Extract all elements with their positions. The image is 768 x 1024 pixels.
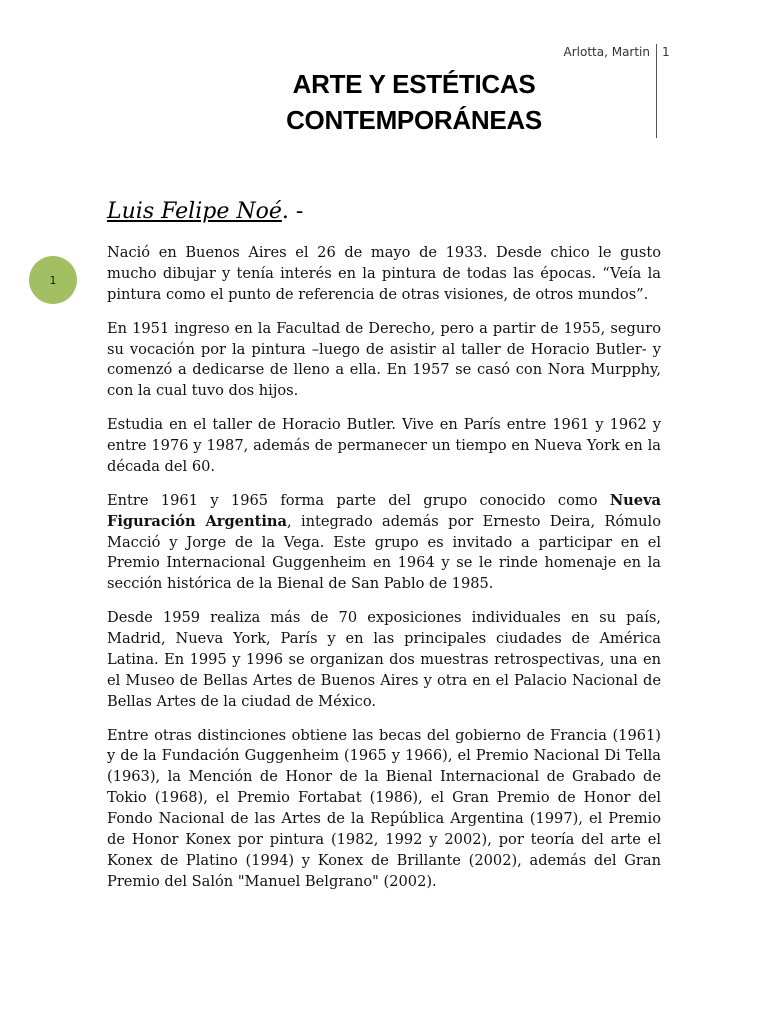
comment-marker[interactable] bbox=[29, 256, 77, 304]
paragraph-studies: En 1951 ingreso en la Facultad de Derecho, pero a partir de 1955, seguro su vocación por la pintura –luego de asistir al taller de Horacio Butler- y comenzó a dedicarse de lleno a ella. En 1957 se casó con Nora Murpphy, con la cual tuvo dos hijos. bbox=[107, 319, 661, 400]
title-line-1: ARTE Y ESTÉTICAS bbox=[292, 69, 536, 99]
document-title bbox=[200, 66, 628, 138]
header-page-number: 1 bbox=[662, 45, 670, 59]
group-name: Nueva Figuración Argentina bbox=[107, 491, 661, 530]
paragraph-group bbox=[107, 491, 661, 596]
subject-name: Luis Felipe Noé bbox=[107, 199, 282, 224]
paragraph-exhibitions: Desde 1959 realiza más de 70 exposiciones individuales en su país, Madrid, Nueva York, París y en las principales ciudades de América Latina. En 1995 y 1996 se organizan dos muestras retrospectivas, una en el Museo de Bellas Artes de Buenos Aires y otra en el Palacio Nacional de Bellas Artes de la ciudad de México. bbox=[107, 609, 661, 710]
paragraph-group-end: , integrado además por Ernesto Deira, Rómulo Macció y Jorge de la Vega. Este grupo es invitado a participar en el Premio Internacional Guggenheim en 1964 y se le rinde homenaje en la sección histórica de la Bienal de San Pablo de 1985. bbox=[107, 512, 662, 593]
header-author: Arlotta, Martin bbox=[563, 45, 650, 59]
paragraph-awards: Entre otras distinciones obtiene las becas del gobierno de Francia (1961) y de la Fundación Guggenheim (1965 y 1966), el Premio Nacional Di Tella (1963), la Mención de Honor de la Bienal Internacional de Grabado de Tokio (1968), el Premio Fortabat (1986), el Gran Premio de Honor del Fondo Nacional de las Artes de la República Argentina (1997), el Premio de Honor Konex por pintura (1982, 1992 y 2002), por teoría del arte el Konex de Platino (1994) y Konex de Brillante (2002), además del Gran Premio del Salón "Manuel Belgrano" (2002). bbox=[107, 726, 661, 890]
document-body bbox=[107, 243, 661, 906]
comment-marker-label: 1 bbox=[49, 273, 57, 287]
header-divider bbox=[656, 44, 657, 138]
paragraph-group-start: Entre 1961 y 1965 forma parte del grupo conocido como bbox=[107, 491, 610, 509]
subject-heading bbox=[107, 199, 303, 224]
title-line-2: CONTEMPORÁNEAS bbox=[286, 105, 542, 135]
subject-suffix: . - bbox=[281, 199, 304, 224]
paragraph-birth: Nació en Buenos Aires el 26 de mayo de 1933. Desde chico le gusto mucho dibujar y tenía interés en la pintura de todas las épocas. “Veía la pintura como el punto de referencia de otras visiones, de otros mundos”. bbox=[107, 244, 661, 303]
paragraph-residence: Estudia en el taller de Horacio Butler. Vive en París entre 1961 y 1962 y entre 1976 y 1987, además de permanecer un tiempo en Nueva York en la década del 60. bbox=[107, 416, 661, 475]
